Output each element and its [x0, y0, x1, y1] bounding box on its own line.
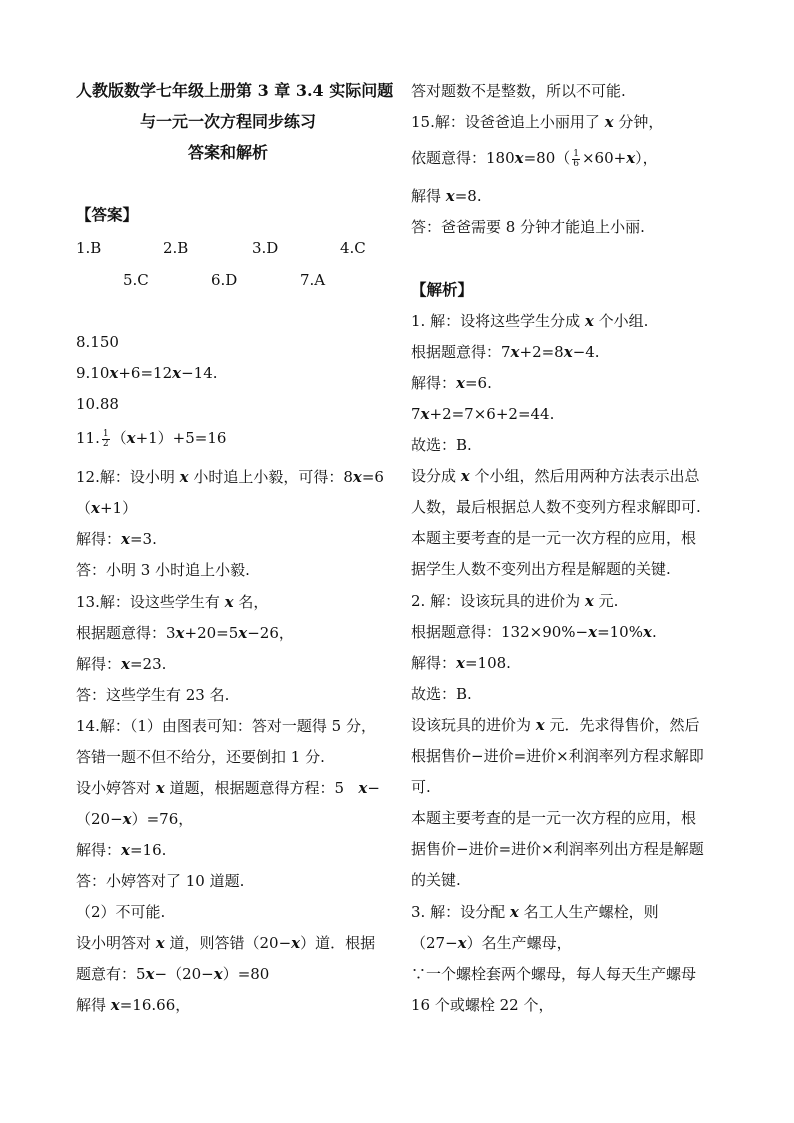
choice-6: 6.D — [211, 271, 238, 289]
answers-heading: 【答案】 — [76, 205, 139, 224]
doc-title-line1: 人教版数学七年级上册第 3 章 3.4 实际问题 — [76, 81, 394, 100]
answer-15-line4: 答：爸爸需要 8 分钟才能追上小丽. — [411, 218, 645, 236]
answer-13-line1: 13.解：设这些学生有 x 名， — [76, 593, 269, 611]
choice-5: 5.C — [123, 271, 149, 289]
answer-14-line11: 答对题数不是整数，所以不可能. — [411, 82, 626, 100]
analysis-1-line9: 据学生人数不变列出方程是解题的关键. — [411, 560, 671, 578]
answer-14-line1: 14.解：（1）由图表可知：答对一题得 5 分， — [76, 717, 376, 735]
answer-9: 9.10x+6=12x−14. — [76, 364, 218, 382]
answer-15-line2: 依题意得：180x=80（ $\frac{1}{6}$ ×60+x）， — [411, 148, 658, 169]
analysis-1-line6: 设分成 x 个小组，然后用两种方法表示出总 — [411, 467, 700, 485]
analysis-1-line4: 7x+2=7×6+2=44. — [411, 405, 555, 423]
answer-14-line7: （2）不可能. — [76, 903, 166, 921]
doc-title-line2: 与一元一次方程同步练习 — [140, 112, 317, 131]
analysis-3-line3: ∵一个螺栓套两个螺母，每人每天生产螺母 — [411, 965, 697, 983]
answer-8: 8.150 — [76, 333, 119, 351]
answer-13-line2: 根据题意得：3x+20=5x−26， — [76, 624, 294, 642]
answer-15-line1: 15.解：设爸爸追上小丽用了 x 分钟， — [411, 113, 664, 131]
answer-15-line3: 解得 x=8. — [411, 187, 482, 205]
answer-12-line3: 解得：x=3. — [76, 530, 157, 548]
answer-12-line2: （x+1） — [76, 499, 138, 517]
analysis-1-line3: 解得：x=6. — [411, 374, 492, 392]
analysis-heading: 【解析】 — [411, 280, 474, 299]
answer-10: 10.88 — [76, 395, 119, 413]
analysis-3-line4: 16 个或螺栓 22 个， — [411, 996, 554, 1014]
choice-7: 7.A — [300, 271, 326, 289]
choice-3: 3.D — [252, 239, 279, 257]
answer-12-line1: 12.解：设小明 x 小时追上小毅，可得：8x=6 — [76, 468, 384, 486]
answer-14-line4: （20−x）=76， — [76, 810, 194, 828]
analysis-2-line1: 2. 解：设该玩具的进价为 x 元. — [411, 592, 619, 610]
analysis-2-line9: 据售价−进价=进价×利润率列出方程是解题 — [411, 840, 704, 858]
answer-14-line9: 题意有：5x−（20−x）=80 — [76, 965, 270, 983]
analysis-3-line2: （27−x）名生产螺母， — [411, 934, 572, 952]
answer-12-line4: 答：小明 3 小时追上小毅. — [76, 561, 250, 579]
fraction: $\frac{1}{2}$ — [102, 428, 109, 449]
analysis-3-line1: 3. 解：设分配 x 名工人生产螺栓，则 — [411, 903, 659, 921]
analysis-2-line2: 根据题意得：132×90%−x=10%x. — [411, 623, 657, 641]
choice-4: 4.C — [340, 239, 366, 257]
analysis-2-line5: 设该玩具的进价为 x 元．先求得售价，然后 — [411, 716, 700, 734]
doc-title-line3: 答案和解析 — [188, 143, 269, 162]
analysis-2-line8: 本题主要考查的是一元一次方程的应用，根 — [411, 809, 697, 827]
answer-13-line4: 答：这些学生有 23 名. — [76, 686, 230, 704]
analysis-2-line4: 故选：B. — [411, 685, 472, 703]
analysis-2-line7: 可. — [411, 778, 431, 796]
analysis-1-line8: 本题主要考查的是一元一次方程的应用，根 — [411, 529, 697, 547]
analysis-2-line6: 根据售价−进价=进价×利润率列方程求解即 — [411, 747, 704, 765]
answer-14-line2: 答错一题不但不给分，还要倒扣 1 分. — [76, 748, 325, 766]
choice-2: 2.B — [163, 239, 189, 257]
analysis-1-line7: 人数，最后根据总人数不变列方程求解即可. — [411, 498, 701, 516]
analysis-1-line1: 1. 解：设将这些学生分成 x 个小组. — [411, 312, 649, 330]
analysis-1-line2: 根据题意得：7x+2=8x−4. — [411, 343, 600, 361]
answer-14-line6: 答：小婷答对了 10 道题. — [76, 872, 245, 890]
choice-1: 1.B — [76, 239, 102, 257]
answer-14-line10: 解得 x=16.66， — [76, 996, 191, 1014]
answer-14-line5: 解得：x=16. — [76, 841, 167, 859]
fraction: $\frac{1}{6}$ — [573, 148, 579, 169]
answer-13-line3: 解得：x=23. — [76, 655, 167, 673]
analysis-2-line10: 的关键. — [411, 871, 461, 889]
analysis-2-line3: 解得：x=108. — [411, 654, 511, 672]
answer-11: 11. $\frac{1}{2}$ （x+1）+5=16 — [76, 428, 227, 449]
answer-14-line8: 设小明答对 x 道，则答错（20−x）道．根据 — [76, 934, 376, 952]
answer-14-line3: 设小婷答对 x 道题，根据题意得方程：5 x− — [76, 779, 380, 797]
analysis-1-line5: 故选：B. — [411, 436, 472, 454]
